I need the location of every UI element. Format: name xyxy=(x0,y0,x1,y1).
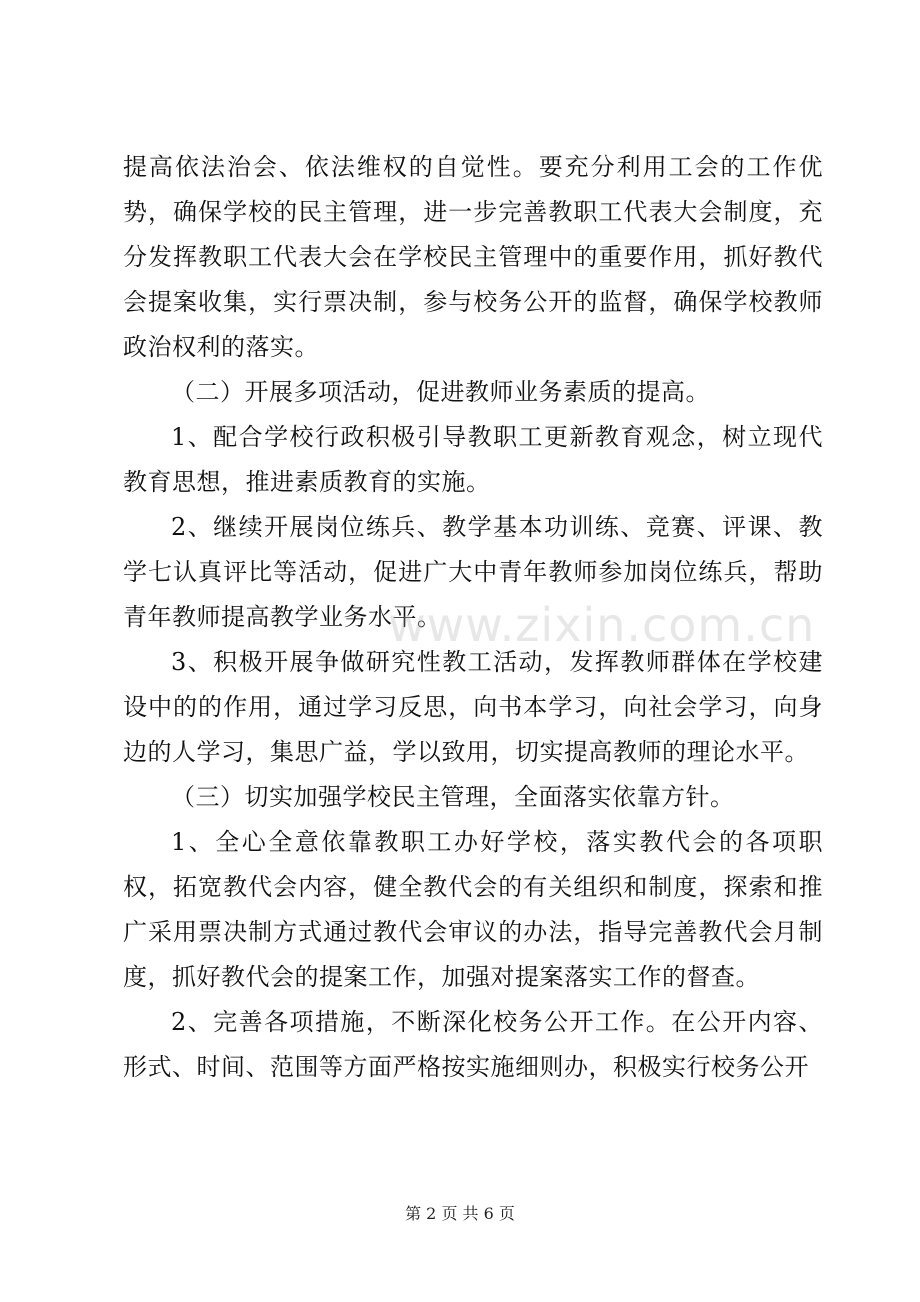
page-footer: 第 2 页 共 6 页 xyxy=(405,1204,515,1223)
watermark: www.zixin.com.cn xyxy=(388,598,816,652)
paragraph-1: 提高依法治会、依法维权的自觉性。要充分利用工会的工作优势，确保学校的民主管理，进一步完善教职工代表大会制度，充分发挥教职工代表大会在学校民主管理中的重要作用，抓好教代会提案收集，实行票决制，参与校务公开的监督，确保学校教师政治权利的落实。 xyxy=(123,153,823,361)
paragraph-item-3-1: 1、全心全意依靠教职工办好学校，落实教代会的各项职权，拓宽教代会内容，健全教代会的有关组织和制度，探索和推广采用票决制方式通过教代会审议的办法，指导完善教代会月制度，抓好教代会的提案工作，加强对提案落实工作的督查。 xyxy=(123,828,823,991)
section-heading-3: （三）切实加强学校民主管理，全面落实依靠方针。 xyxy=(171,783,735,811)
paragraph-item-2-3: 3、积极开展争做研究性教工活动，发挥教师群体在学校建设中的的作用，通过学习反思，向书本学习，向社会学习，向身边的人学习，集思广益，学以致用，切实提高教师的理论水平。 xyxy=(123,648,823,766)
paragraph-item-2-1: 1、配合学校行政积极引导教职工更新教育观念，树立现代教育思想，推进素质教育的实施。 xyxy=(123,423,823,496)
section-heading-2: （二）开展多项活动，促进教师业务素质的提高。 xyxy=(171,378,710,406)
document-body xyxy=(123,145,823,1090)
paragraph-item-3-2: 2、完善各项措施，不断深化校务公开工作。在公开内容、形式、时间、范围等方面严格按实施细则办，积极实行校务公开 xyxy=(123,1008,823,1081)
paragraph-item-2-2: 2、继续开展岗位练兵、教学基本功训练、竞赛、评课、教学七认真评比等活动，促进广大中青年教师参加岗位练兵，帮助青年教师提高教学业务水平。 xyxy=(123,513,823,631)
